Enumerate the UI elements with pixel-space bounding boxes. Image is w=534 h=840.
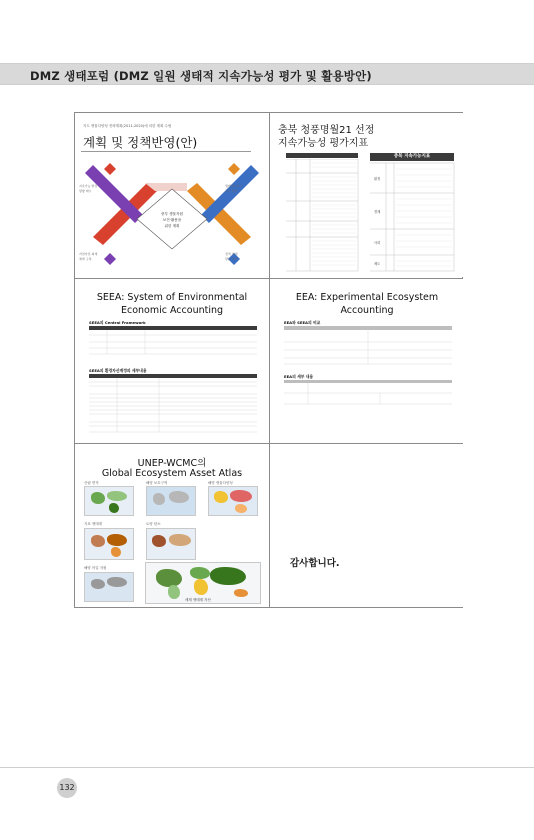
indicator-row-social: 사회 [374,241,381,245]
svg-text:자연자본 회계: 자연자본 회계 [79,252,98,256]
map-label-6: 해양 어업 자원 [84,566,107,570]
svg-text:생태계서비스: 생태계서비스 [225,184,243,188]
slide-caption: 지도 생물다양성 전략계획(2011-2020)에 의한 계획 수립 [83,124,172,128]
footer-rule [0,767,534,768]
slide-grid [74,112,463,608]
svg-text:중부 생물자원: 중부 생물자원 [161,212,183,216]
slide-title-line2: Economic Accounting [120,305,224,316]
thanks-text: 감사합니다. [290,558,340,569]
svg-text:방향 제시: 방향 제시 [79,189,92,193]
svg-text:평가 반영: 평가 반영 [225,189,238,193]
atlas-map-1 [84,486,134,516]
indicator-row-inst: 제도 [374,262,381,266]
header-band [0,63,534,85]
slide-title-line1: SEEA: System of Environmental [96,292,248,303]
map-label-7: 세계 생태계 자산 [185,598,211,602]
eea-tables [284,326,456,438]
seea-tables [89,326,261,438]
indicator-row-env: 환경 [374,177,381,181]
svg-text:지속가능 발전: 지속가능 발전 [79,184,98,188]
indicator-row-econ: 경제 [374,210,381,214]
atlas-map-3 [208,486,258,516]
slide-title-line2: 지속가능성 평가지표 [278,138,369,149]
table-caption-2: SEEA의 환경자산계정의 세부내용 [89,368,147,373]
slide-eea [270,279,464,443]
policy-diagram [75,155,269,275]
atlas-map-6 [84,572,134,602]
slide-title-line1: EEA: Experimental Ecosystem [295,292,439,303]
atlas-map-5 [146,528,196,560]
slide-seea [75,279,269,443]
table-caption-1: EEA와 SEEA의 비교 [284,320,321,325]
slide-title-line2: Global Ecosystem Asset Atlas [101,468,243,479]
slide-sustainability-indicators [270,113,464,277]
slide-title-line2: Accounting [340,305,394,316]
map-label-5: 토양 탄소 [146,522,161,526]
svg-text:체계 구축: 체계 구축 [79,257,92,261]
map-label-1: 산림 면적 [84,481,99,485]
svg-text:정책 연계: 정책 연계 [225,252,238,256]
map-label-2: 해양 보호구역 [146,481,168,485]
page-number: 132 [59,783,75,792]
table-caption-2: EEA의 세부 내용 [284,374,314,379]
atlas-map-4 [84,528,134,560]
title-rule [81,151,251,152]
svg-text:방안 마련: 방안 마련 [225,257,238,261]
slide-title: 계획 및 정책반영(안) [83,135,198,150]
table-caption-1: SEEA의 Central Framework [89,320,146,325]
svg-text:보전·활용을: 보전·활용을 [162,218,182,222]
svg-text:위한 계획: 위한 계획 [164,224,180,228]
map-label-3: 해양 생물다양성 [208,481,233,485]
slide-title-line1: 충북 청풍명월21 선정 [278,125,375,136]
map-label-4: 지표 생태계 [84,522,103,526]
slide-title-line1: UNEP-WCMC의 [137,458,207,469]
slide-unep-atlas [75,444,269,607]
slide-thanks [270,444,464,607]
table-left-header [286,153,358,158]
page-header-title: DMZ 생태포럼 (DMZ 일원 생태적 지속가능성 평가 및 활용방안) [30,69,372,83]
atlas-map-2 [146,486,196,516]
indicator-table [286,159,458,273]
slide-policy-plan [75,113,269,277]
table-right-title: 충북 지속가능지표 [393,154,431,159]
